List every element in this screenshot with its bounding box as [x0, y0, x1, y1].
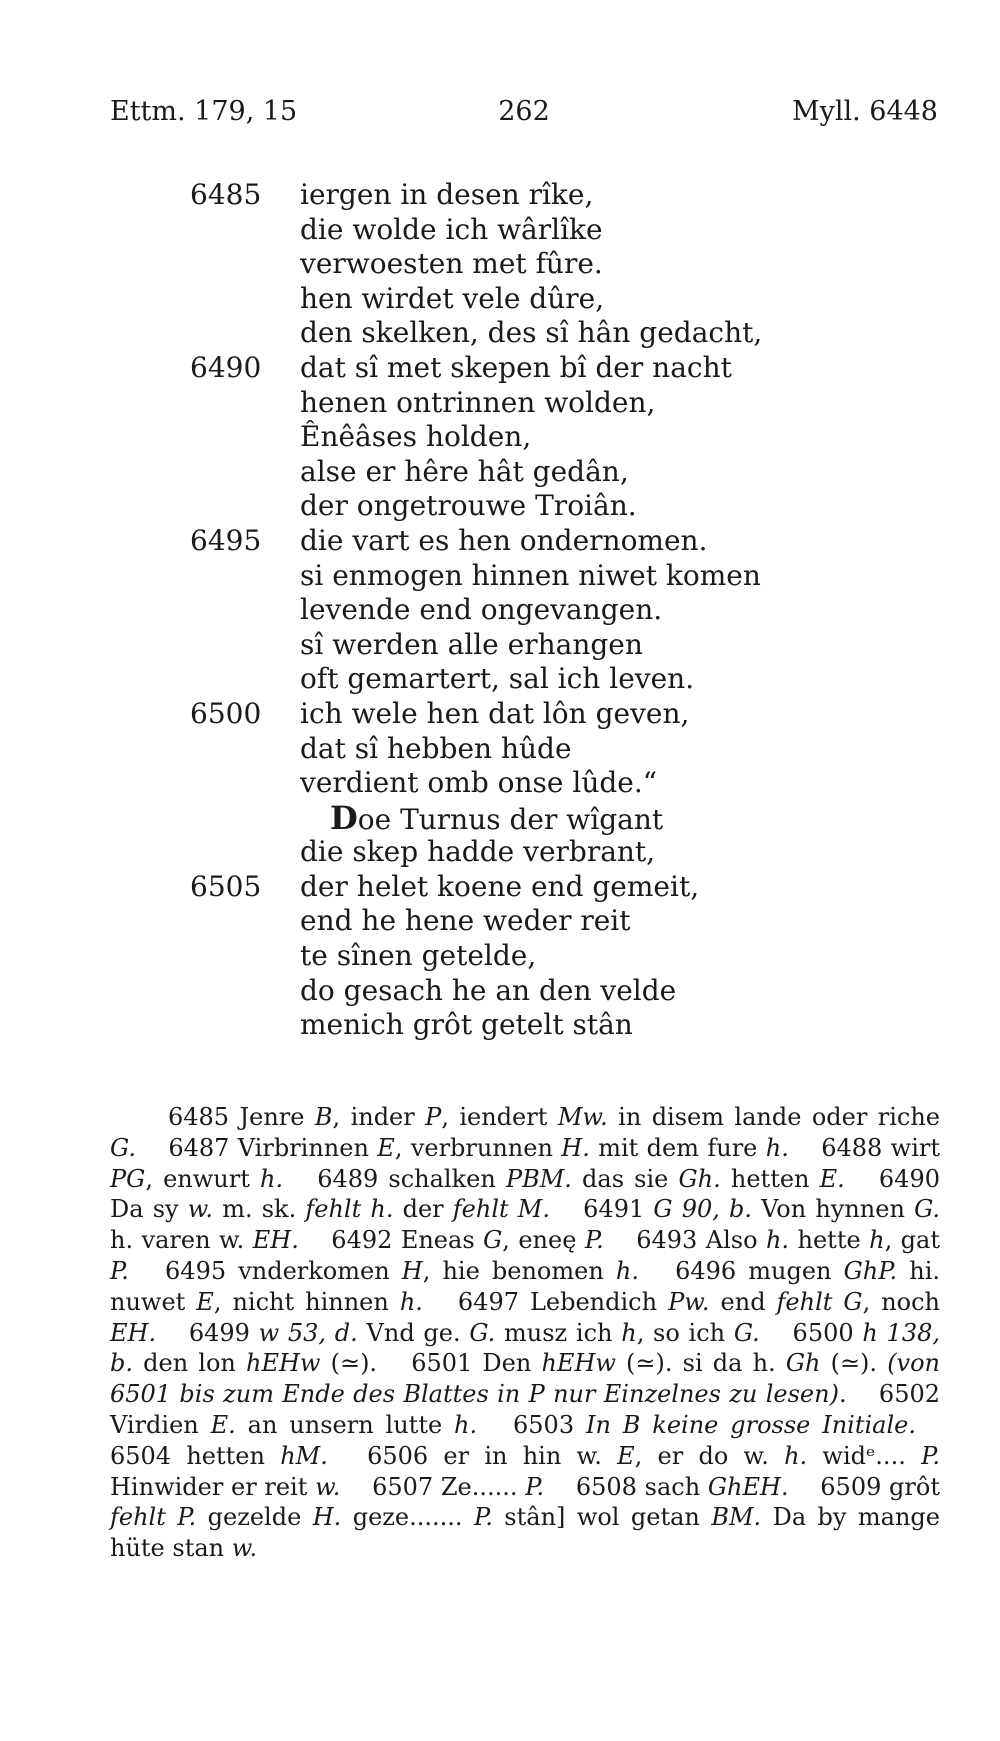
verse-text-line: levende end ongevangen.: [300, 593, 663, 627]
verse-line: [190, 282, 950, 317]
verse-text-line: verwoesten met fûre.: [300, 247, 603, 281]
line-number: 6495: [190, 523, 262, 557]
note-6496: 6496 mugen GhP. hi. nuwet E, nicht hinnen h.: [110, 1256, 940, 1316]
note-6487: 6487 Virbrinnen E, verbrunnen H. mit dem fure h.: [168, 1133, 789, 1162]
verse-text-line: menich grôt getelt stân: [300, 1008, 633, 1042]
verse-line: [190, 697, 950, 732]
verse-line: [190, 662, 950, 697]
note-6509: 6509 grôt fehlt P. gezelde H. geze....... P. stân] wol getan BM. Da by mange hüte stan w.: [110, 1472, 940, 1563]
verse-line: [190, 939, 950, 974]
verse-line: [190, 316, 950, 351]
verse-text-line: dat sî met skepen bî der nacht: [300, 350, 732, 384]
verse-line: [190, 386, 950, 421]
verse-text-line: die wolde ich wârlîke: [300, 212, 603, 246]
verse-line: [190, 420, 950, 455]
verse-text-line: sî werden alle erhangen: [300, 627, 643, 661]
verse-text-line: verdient omb onse lûde.“: [300, 766, 658, 800]
verse-text-line: Ênêâses holden,: [300, 420, 532, 454]
note-6507: 6507 Ze...... P.: [372, 1472, 545, 1501]
page-number: 262: [498, 96, 550, 127]
note-6504: 6504 hetten hM.: [110, 1441, 328, 1470]
verse-line: [190, 593, 950, 628]
verse-line: [190, 1008, 950, 1043]
verse-text-line: do gesach he an den velde: [300, 973, 677, 1007]
note-6500: 6500 h 138, b. den lon hEHw (≃).: [110, 1318, 940, 1378]
verse-line: [190, 178, 950, 213]
line-number: 6500: [190, 696, 262, 730]
note-6493: 6493 Also h. hette h, gat P.: [110, 1226, 940, 1285]
verse-line: [190, 489, 950, 524]
verse-text-line: die skep hadde verbrant,: [300, 835, 656, 869]
note-6492: 6492 Eneas G, eneę P.: [331, 1226, 604, 1255]
verse-line: [190, 974, 950, 1009]
note-6506: 6506 er in hin w. E, er do w. h. widᵉ.... P. Hinwider er reit w.: [110, 1441, 940, 1501]
note-6503: 6503 In B keine grosse Initiale.: [513, 1410, 916, 1439]
verse-line: [190, 870, 950, 905]
line-number: 6505: [190, 869, 262, 903]
verse-text-line: henen ontrinnen wolden,: [300, 385, 656, 419]
verse-text-line: dat sî hebben hûde: [300, 731, 572, 765]
verse-line: [190, 798, 950, 837]
note-6502: 6502 Virdien E. an unsern lutte h.: [110, 1380, 940, 1439]
line-number: 6485: [190, 178, 262, 211]
note-6490: 6490 Da sy w. m. sk. fehlt h. der fehlt M.: [110, 1164, 940, 1224]
verse-line: [190, 766, 950, 801]
verse-text-line: alse er hêre hât gedân,: [300, 454, 629, 488]
verse-text-line: den skelken, des sî hân gedacht,: [300, 316, 763, 350]
verse-text-line: te sînen getelde,: [300, 939, 537, 973]
note-6489: 6489 schalken PBM. das sie Gh. hetten E.: [317, 1164, 845, 1193]
verse-text-line: end he hene weder reit: [300, 904, 631, 938]
verse-text-line: der ongetrouwe Troiân.: [300, 489, 637, 523]
header-right-reference: Myll. 6448: [791, 96, 938, 127]
line-number: 6490: [190, 350, 262, 384]
verse-text-line: der helet koene end gemeit,: [300, 869, 700, 903]
verse-text-line: die vart es hen ondernomen.: [300, 523, 708, 557]
verse-line: [190, 732, 950, 767]
verse-line: [190, 904, 950, 939]
verse-line: [190, 213, 950, 248]
verse-line: [190, 559, 950, 594]
verse-text: [190, 178, 950, 1043]
verse-text-line: ich wele hen dat lôn geven,: [300, 696, 690, 730]
verse-line: [190, 524, 950, 559]
verse-line: [190, 247, 950, 282]
verse-line: [190, 628, 950, 663]
note-6495: 6495 vnderkomen H, hie benomen h.: [165, 1256, 639, 1285]
note-6485: 6485 Jenre B, inder P, iendert Mw. in disem lande oder riche G.: [110, 1103, 941, 1162]
note-6497: 6497 Lebendich Pw. end fehlt G, noch EH.: [110, 1287, 940, 1347]
note-6488: 6488 wirt PG, enwurt h.: [110, 1133, 940, 1193]
note-6491: 6491 G 90, b. Von hynnen G. h. varen w. EH.: [110, 1195, 941, 1255]
note-6501: 6501 Den hEHw (≃). si da h. Gh (≃). (von 6501 bis zum Ende des Blattes in P nur Einzelnes zu lesen).: [110, 1349, 941, 1409]
apparatus-paragraph: [110, 1102, 940, 1564]
verse-line: [190, 351, 950, 386]
verse-text-line: iergen in desen rîke,: [300, 178, 594, 211]
header-left-reference: Ettm. 179, 15: [110, 96, 298, 127]
verse-text-line: si enmogen hinnen niwet komen: [300, 558, 761, 592]
verse-line: [190, 455, 950, 490]
initial-letter: D: [330, 798, 358, 837]
verse-text-line: hen wirdet vele dûre,: [300, 281, 605, 315]
verse-line: [190, 835, 950, 870]
note-6508: 6508 sach GhEH.: [575, 1472, 789, 1501]
note-6499: 6499 w 53, d. Vnd ge. G. musz ich h, so ich G.: [188, 1318, 760, 1347]
verse-text-line: Doe Turnus der wîgant: [330, 798, 664, 837]
running-header: [110, 96, 938, 136]
critical-apparatus: [110, 1102, 940, 1564]
verse-text-line: oft gemartert, sal ich leven.: [300, 662, 695, 696]
